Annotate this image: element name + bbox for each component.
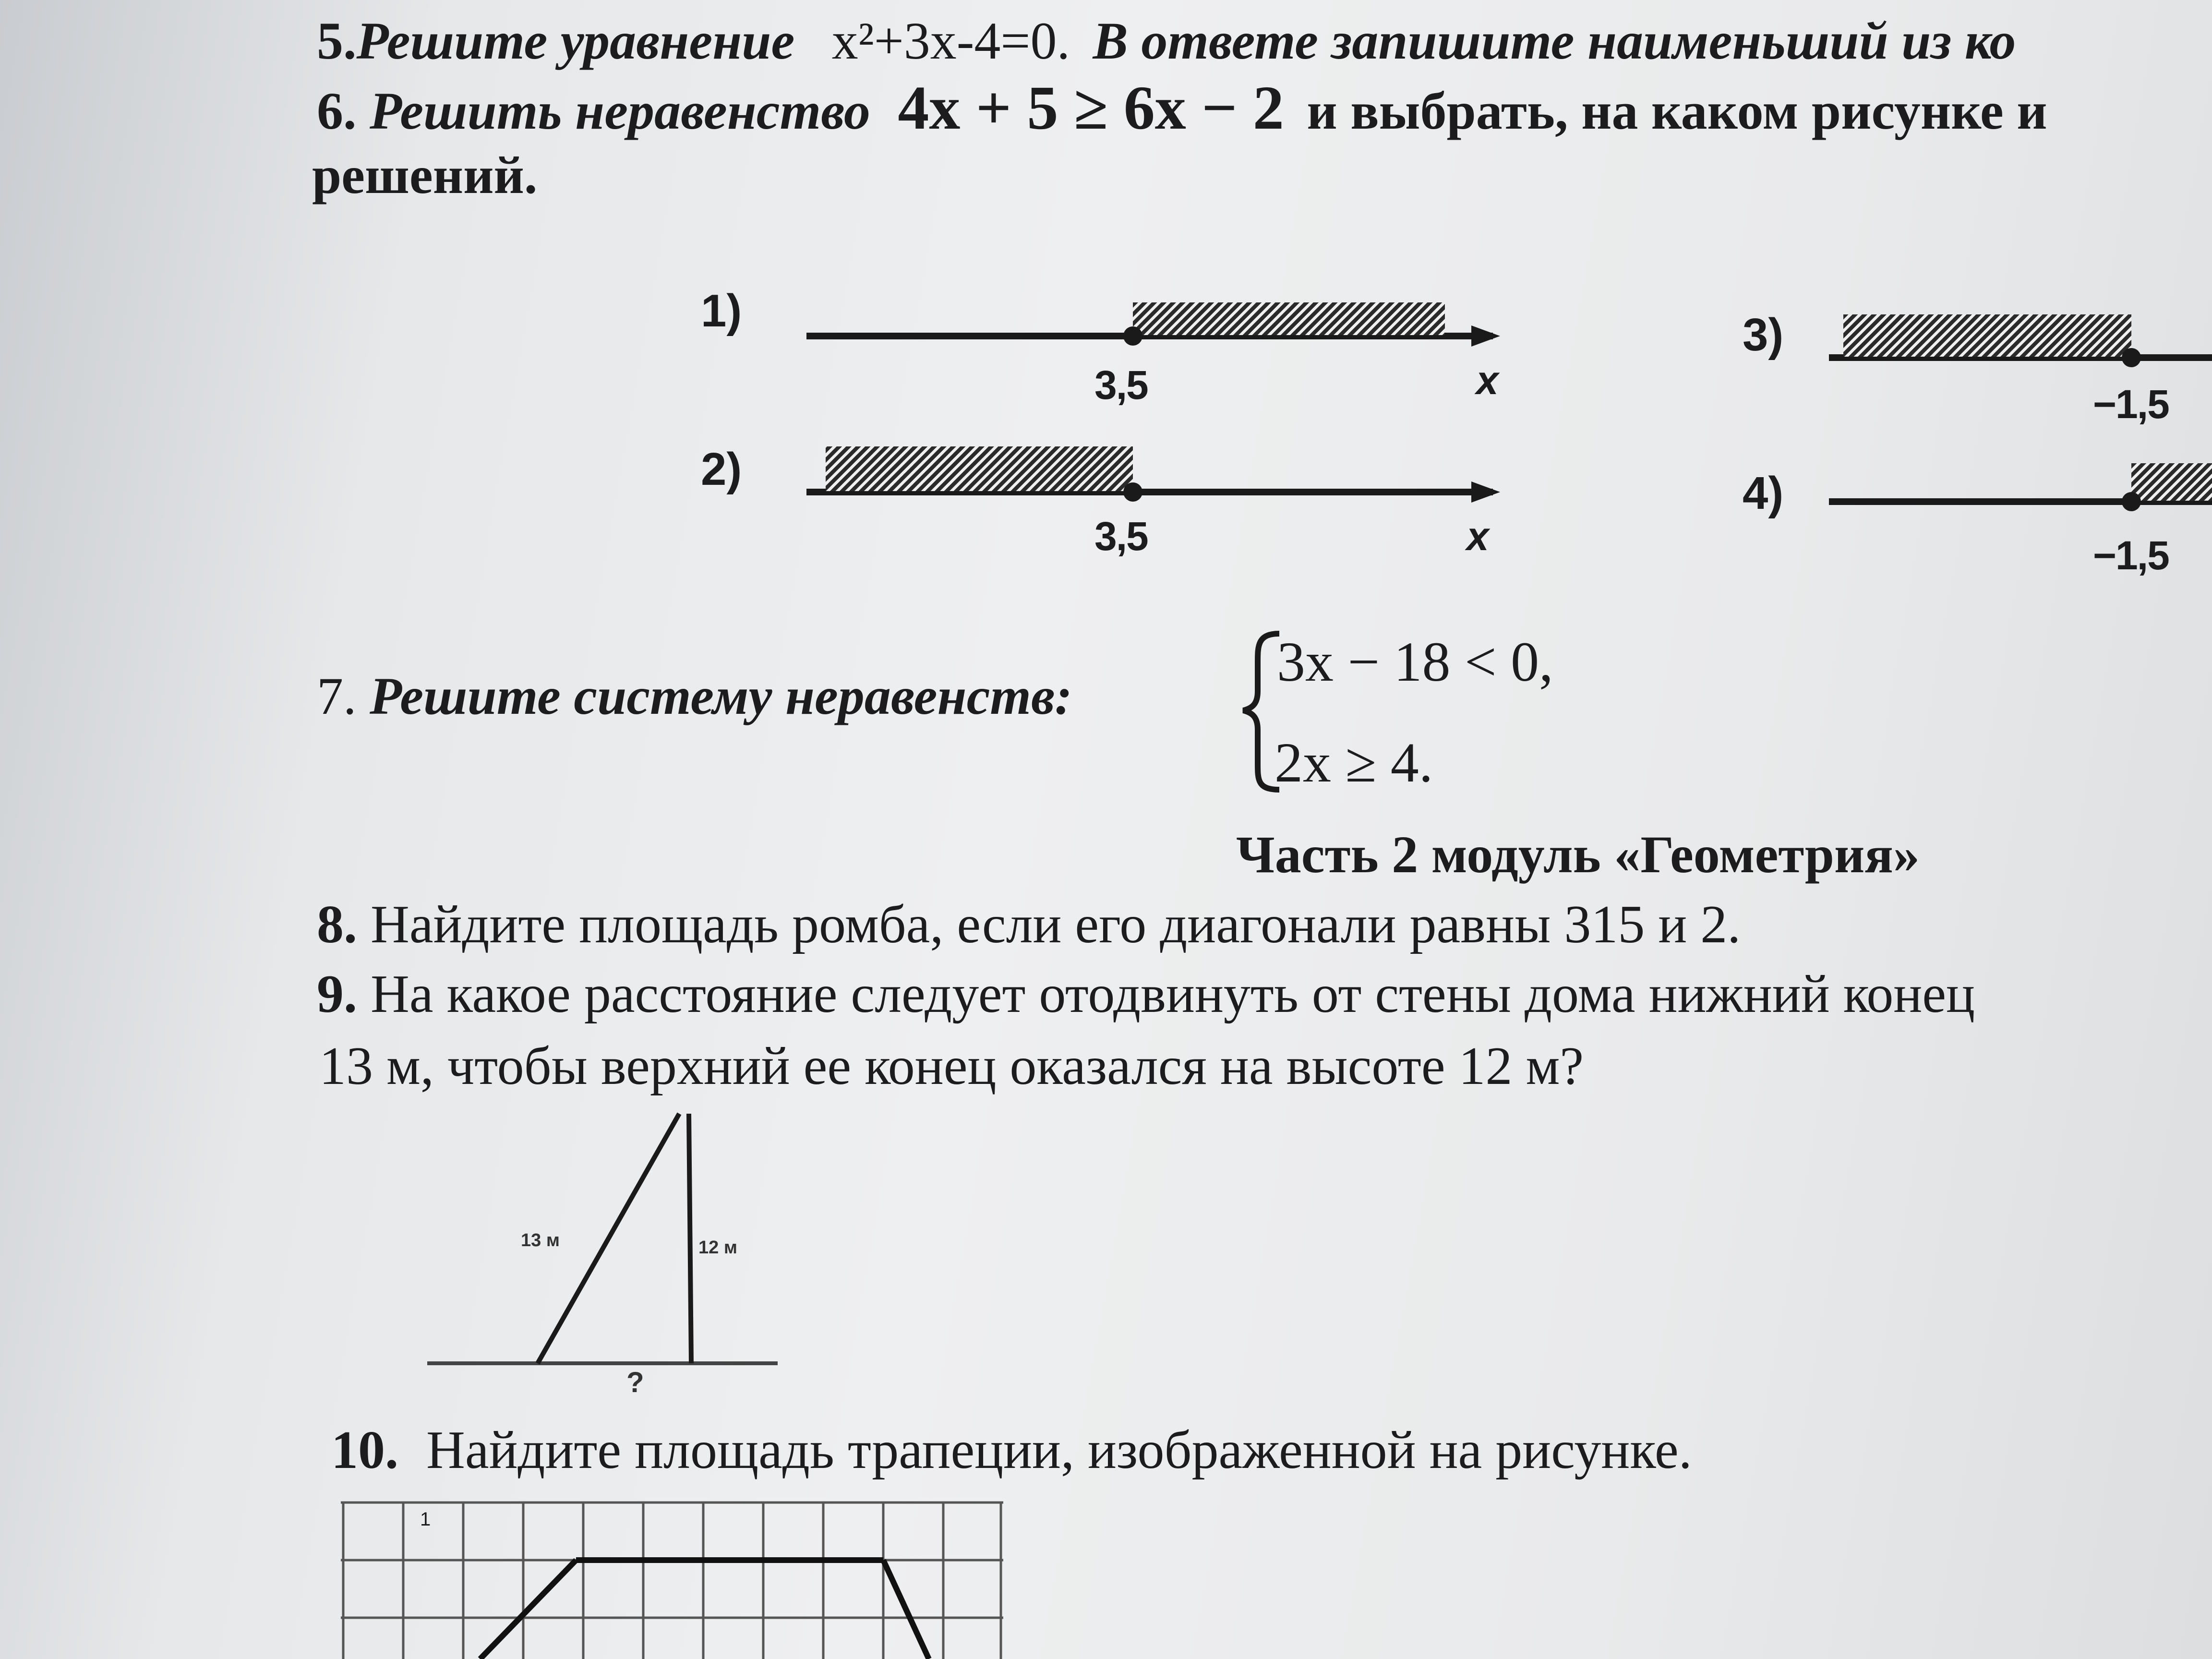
- system-line-1: 3x − 18 < 0,: [1277, 630, 1553, 693]
- task6-tail: и выбрать, на каком рисунке и: [1307, 82, 2047, 140]
- height-label: 12 м: [698, 1238, 737, 1258]
- task10-text: Найдите площадь трапеции, изображенной на рисунке.: [426, 1420, 1692, 1480]
- task5-number: 5.: [317, 12, 357, 70]
- task9-line2: 13 м, чтобы верхний ее конец оказался на высоте 12 м?: [319, 1036, 1584, 1096]
- task5-tail: В ответе запишите наименьший из ко: [1093, 12, 2016, 70]
- grid-unit-label: 1: [420, 1509, 431, 1530]
- task6-line2: решений.: [312, 146, 538, 204]
- task6-title: Решить неравенство: [370, 82, 870, 140]
- task5-title: Решите уравнение: [356, 12, 795, 70]
- axis-label-1: x: [1476, 358, 1498, 403]
- tick-label-4: −1,5: [2093, 533, 2169, 578]
- option-label-4: 4): [1743, 468, 1784, 519]
- task9-number: 9.: [317, 964, 357, 1024]
- tick-label-2: 3,5: [1094, 514, 1148, 559]
- task6-number: 6.: [317, 82, 357, 140]
- ladder-label: 13 м: [521, 1230, 560, 1250]
- system-line-2: 2x ≥ 4.: [1274, 731, 1433, 794]
- task6-inequality: 4x + 5 ≥ 6x − 2: [898, 73, 1284, 143]
- task8-number: 8.: [317, 895, 357, 954]
- option-label-3: 3): [1743, 309, 1784, 361]
- task9-line1: На какое расстояние следует отодвинуть от стены дома нижний конец: [371, 964, 1975, 1024]
- task7-title: Решите систему неравенств:: [370, 667, 1072, 725]
- option-label-2: 2): [701, 444, 742, 495]
- task7-number: 7.: [317, 667, 357, 725]
- task10-number: 10.: [331, 1420, 398, 1480]
- axis-label-2: x: [1467, 514, 1488, 559]
- task5-equation: x²+3x-4=0.: [831, 12, 1070, 70]
- tick-label-3: −1,5: [2093, 382, 2169, 427]
- task8-text: Найдите площадь ромба, если его диагонали равны 315 и 2.: [371, 895, 1741, 954]
- option-label-1: 1): [701, 285, 742, 337]
- part2-heading: Часть 2 модуль «Геометрия»: [1236, 825, 1920, 884]
- distance-label: ?: [626, 1366, 644, 1398]
- tick-label-1: 3,5: [1094, 362, 1148, 408]
